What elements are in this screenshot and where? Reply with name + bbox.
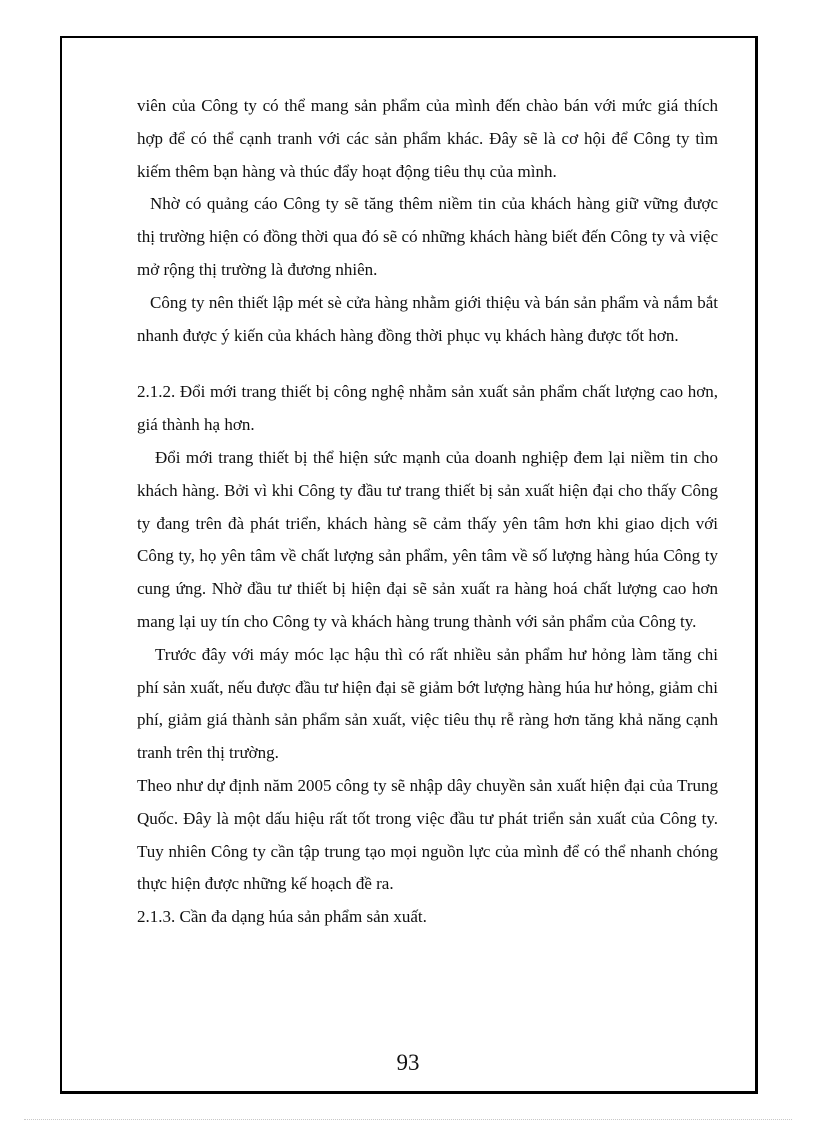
paragraph-2: Nhờ có quảng cáo Công ty sẽ tăng thêm niềm tin của khách hàng giữ vững được thị trường hiện có đồng thời qua đó sẽ có những khách hàng biết đến Công ty và việc mở rộng thị trường là đương nhiên. (137, 194, 718, 279)
section-heading-2-1-2: 2.1.2. Đổi mới trang thiết bị công nghệ nhằm sản xuất sản phẩm chất lượng cao hơn, giá thành hạ hơn. (137, 382, 718, 435)
document-body (137, 90, 718, 934)
page-separator (24, 1119, 792, 1120)
paragraph-1: viên của Công ty có thể mang sản phẩm của mình đến chào bán với mức giá thích hợp để có thể cạnh tranh với các sản phẩm khác. Đây sẽ là cơ hội để Công ty tìm kiếm thêm bạn hàng và thúc đẩy hoạt động tiêu thụ của mình. (137, 96, 718, 181)
paragraph-5: Trước đây với máy móc lạc hậu thì có rất nhiều sản phẩm hư hỏng làm tăng chi phí sản xuất, nếu được đầu tư hiện đại sẽ giảm bớt lượng hàng húa hư hỏng, giảm chi phí, giảm giá thành sản phẩm sản xuất, việc tiêu thụ rễ ràng hơn tăng khả năng cạnh tranh trên thị trường. (137, 644, 718, 763)
section-heading-2-1-3: 2.1.3. Cần đa dạng húa sản phẩm sản xuất. (137, 907, 427, 927)
page-number: 93 (396, 1050, 420, 1075)
paragraph-4: Đổi mới trang thiết bị thể hiện sức mạnh của doanh nghiệp đem lại niềm tin cho khách hàng. Bởi vì khi Công ty đầu tư trang thiết bị sản xuất hiện đại cho thấy Công ty đang trên đà phát triển, khách hàng sẽ cảm thấy yên tâm hơn khi giao dịch với Công ty, họ yên tâm về chất lượng sản phẩm, yên tâm về số lượng hàng húa Công ty cung ứng. Nhờ đầu tư thiết bị hiện đại sẽ sản xuất ra hàng hoá chất lượng cao hơn mang lại uy tín cho Công ty và khách hàng trung thành với sản phẩm của Công ty. (137, 447, 718, 631)
paragraph-3: Công ty nên thiết lập mét sè cửa hàng nhằm giới thiệu và bán sản phẩm và nắm bắt nhanh được ý kiến của khách hàng đồng thời phục vụ khách hàng được tốt hơn. (137, 292, 718, 345)
paragraph-6: Theo như dự định năm 2005 công ty sẽ nhập dây chuyền sản xuất hiện đại của Trung Quốc. Đây là một dấu hiệu rất tốt trong việc đầu tư phát triển sản xuất của Công ty. Tuy nhiên Công ty cần tập trung tạo mọi nguồn lực của mình để có thể nhanh chóng thực hiện được những kế hoạch đề ra. (137, 775, 718, 894)
